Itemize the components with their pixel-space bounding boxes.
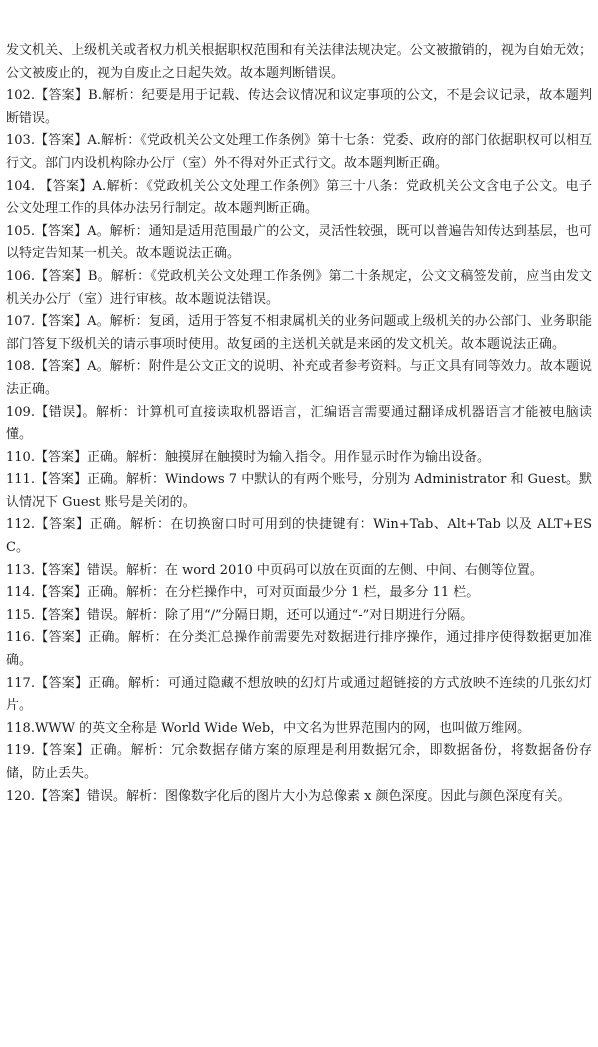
answer-paragraph: 115.【答案】错误。解析：除了用“/”分隔日期，还可以通过“-”对日期进行分隔。 bbox=[6, 607, 474, 623]
answer-paragraph: 119.【答案】正确。解析：冗余数据存储方案的原理是利用数据冗余，即数据备份，将数据备份存储，防止丢失。 bbox=[6, 743, 592, 781]
answer-paragraph: 116.【答案】正确。解析：在分类汇总操作前需要先对数据进行排序操作，通过排序使得数据更加准确。 bbox=[6, 630, 592, 669]
answer-paragraph: 104. 【答案】A.解析：《党政机关公文处理工作条例》第三十八条：党政机关公文含电子公文。电子公文处理工作的具体办法另行制定。故本题判断正确。 bbox=[6, 178, 592, 217]
document-page bbox=[6, 40, 592, 808]
answer-paragraph: 113.【答案】错误。解析：在 word 2010 中页码可以放在页面的左侧、中间、右侧等位置。 bbox=[6, 562, 543, 578]
answer-paragraph: 110.【答案】正确。解析：触摸屏在触摸时为输入指令。用作显示时作为输出设备。 bbox=[6, 449, 490, 465]
answer-paragraph: 108.【答案】A。解析：附件是公文正文的说明、补充或者参考资料。与正文具有同等效力。故本题说法正确。 bbox=[6, 359, 592, 397]
answer-paragraph: 107.【答案】A。解析：复函，适用于答复不相隶属机关的业务问题或上级机关的办公部门、业务职能部门答复下级机关的请示事项时使用。故复函的主送机关就是来函的发文机关。故本题说法正确。 bbox=[6, 314, 592, 352]
answer-paragraph: 109.【错误】。解析：计算机可直接读取机器语言，汇编语言需要通过翻译成机器语言才能被电脑读懂。 bbox=[6, 404, 592, 443]
answer-paragraph: 105.【答案】A。解析：通知是适用范围最广的公文，灵活性较强，既可以普遍告知传达到基层，也可以特定告知某一机关。故本题说法正确。 bbox=[6, 223, 592, 262]
answer-paragraph: 120.【答案】错误。解析：图像数字化后的图片大小为总像素 x 颜色深度。因此与颜色深度有关。 bbox=[6, 788, 571, 804]
answer-paragraph: 118.WWW 的英文全称是 World Wide Web，中文名为世界范围内的网，也叫做万维网。 bbox=[6, 720, 531, 736]
answer-paragraph: 112.【答案】正确。解析：在切换窗口时可用到的快捷键有：Win+Tab、Alt+Tab 以及 ALT+ESC。 bbox=[6, 517, 592, 556]
answer-paragraph: 114.【答案】正确。解析：在分栏操作中，可对页面最少分 1 栏，最多分 11 栏。 bbox=[6, 585, 480, 601]
answer-paragraph: 103.【答案】A.解析：《党政机关公文处理工作条例》第十七条：党委、政府的部门依据职权可以相互行文。部门内设机构除办公厅（室）外不得对外正式行文。故本题判断正确。 bbox=[6, 133, 592, 171]
answer-paragraph: 111.【答案】正确。解析：Windows 7 中默认的有两个账号，分别为 Administrator 和 Guest。默认情况下 Guest 账号是关闭的。 bbox=[6, 472, 592, 510]
answer-paragraph: 102.【答案】B.解析：纪要是用于记载、传达会议情况和议定事项的公文，不是会议记录，故本题判断错误。 bbox=[6, 88, 592, 126]
answer-paragraph: 117.【答案】正确。解析：可通过隐藏不想放映的幻灯片或通过超链接的方式放映不连续的几张幻灯片。 bbox=[6, 675, 592, 714]
answer-paragraph: 发文机关、上级机关或者权力机关根据职权范围和有关法律法规决定。公文被撤销的，视为自始无效；公文被废止的，视为自废止之日起失效。故本题判断错误。 bbox=[6, 43, 592, 81]
answer-paragraph: 106.【答案】B。解析：《党政机关公文处理工作条例》第二十条规定，公文文稿签发前，应当由发文机关办公厅（室）进行审核。故本题说法错误。 bbox=[6, 268, 592, 307]
